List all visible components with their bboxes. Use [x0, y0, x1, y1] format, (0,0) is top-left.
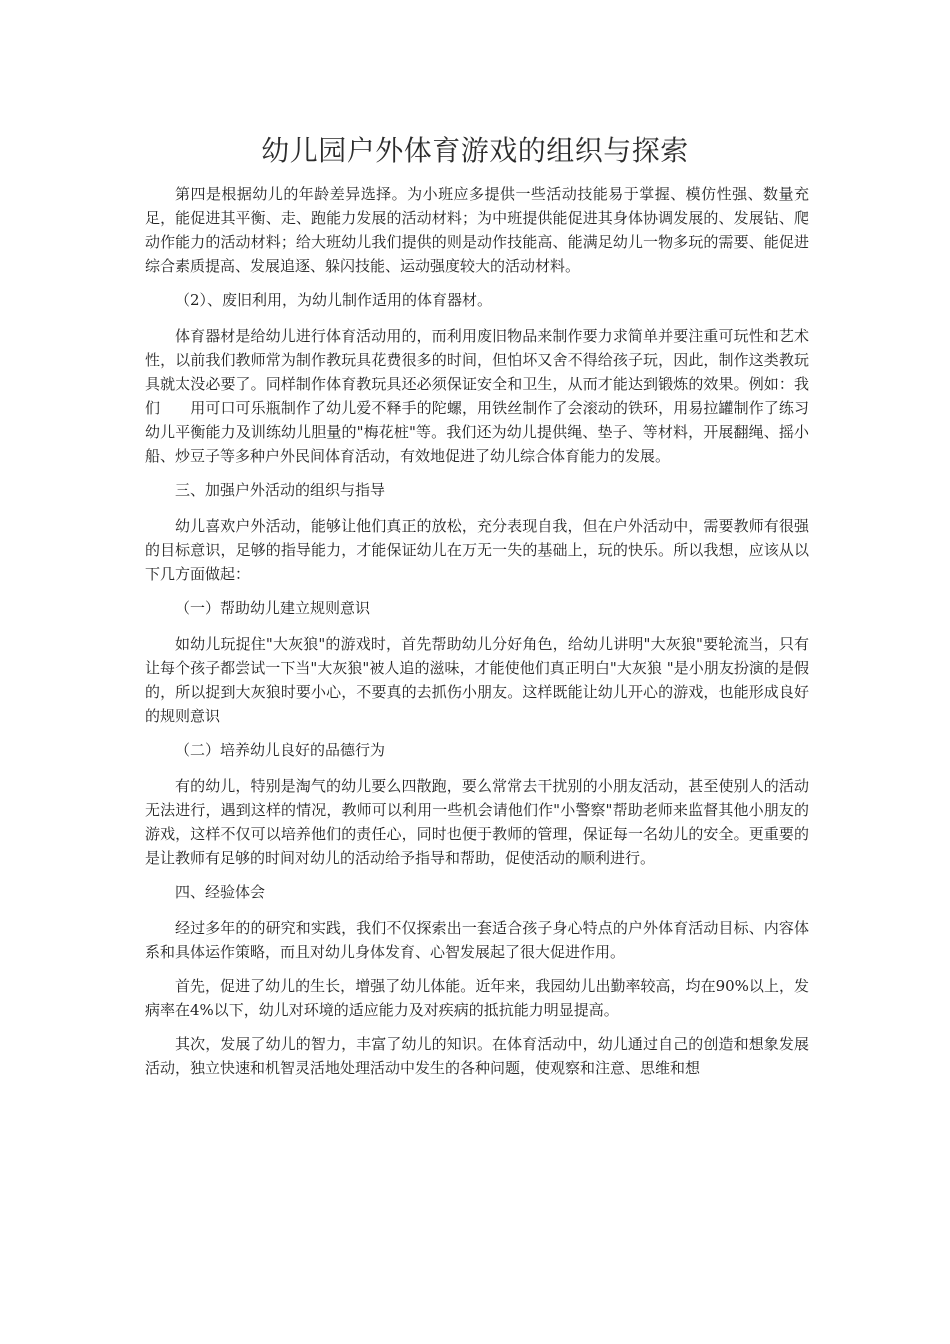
section-heading-character: （二）培养幼儿良好的品德行为	[175, 741, 386, 759]
paragraph-experience-summary: 经过多年的的研究和实践，我们不仅探索出一套适合孩子身心特点的户外体育活动目标、内容体系和具体运作策略，而且对幼儿身体发育、心智发展起了很大促进作用。	[145, 919, 809, 961]
paragraph-recycled-equipment: 体育器材是给幼儿进行体育活动用的，而利用废旧物品来制作要力求简单并要注重可玩性和艺术性，以前我们教师常为制作教玩具花费很多的时间，但怕坏又舍不得给孩子玩，因此，制作这类教玩具就太没必要了。同样制作体育教玩具还必须保证安全和卫生，从而才能达到锻炼的效果。例如：我们 用可口可乐瓶制作了幼儿爱不释手的陀螺，用铁丝制作了会滚动的铁环，用易拉罐制作了练习幼儿平衡能力及训练幼儿胆量的"梅花桩"等。我们还为幼儿提供绳、垫子、等材料，开展翻绳、摇小船、炒豆子等多种户外民间体育活动，有效地促进了幼儿综合体育能力的发展。	[145, 327, 809, 465]
paragraph-physical-growth: 首先，促进了幼儿的生长，增强了幼儿体能。近年来，我园幼儿出勤率较高，均在90%以上，发病率在4%以下，幼儿对环境的适应能力及对疾病的抵抗能力明显提高。	[145, 977, 809, 1019]
paragraph-outdoor-activity: 幼儿喜欢户外活动，能够让他们真正的放松，充分表现自我，但在户外活动中，需要教师有很强的目标意识，足够的指导能力，才能保证幼儿在万无一失的基础上，玩的快乐。所以我想，应该从以下几方面做起：	[145, 517, 809, 583]
section-heading-rules: （一）帮助幼儿建立规则意识	[175, 599, 371, 617]
paragraph-rules-example: 如幼儿玩捉住"大灰狼"的游戏时，首先帮助幼儿分好角色，给幼儿讲明"大灰狼"要轮流当，只有让每个孩子都尝试一下当"大灰狼"被人追的滋味，才能使他们真正明白"大灰狼 "是小朋友扮演的是假的，所以捉到大灰狼时要小心，不要真的去抓伤小朋友。这样既能让幼儿开心的游戏，也能形成良好的规则意识	[145, 635, 809, 725]
paragraph-intellectual-growth: 其次，发展了幼儿的智力，丰富了幼儿的知识。在体育活动中，幼儿通过自己的创造和想象发展活动，独立快速和机智灵活地处理活动中发生的各种问题，使观察和注意、思维和想	[145, 1035, 809, 1077]
section-heading-experience: 四、经验体会	[175, 883, 266, 901]
document-body	[145, 182, 809, 1090]
section-heading-recycling: （2）、废旧利用，为幼儿制作适用的体育器材。	[175, 291, 493, 309]
paragraph-character-example: 有的幼儿，特别是淘气的幼儿要么四散跑，要么常常去干扰别的小朋友活动，甚至使别人的活动无法进行，遇到这样的情况，教师可以利用一些机会请他们作"小警察"帮助老师来监督其他小朋友的游戏，这样不仅可以培养他们的责任心，同时也便于教师的管理，保证每一名幼儿的安全。更重要的是让教师有足够的时间对幼儿的活动给予指导和帮助，促使活动的顺利进行。	[145, 777, 809, 867]
section-heading-organization: 三、加强户外活动的组织与指导	[175, 481, 386, 499]
document-title: 幼儿园户外体育游戏的组织与探索	[261, 134, 689, 167]
paragraph-material-by-age: 第四是根据幼儿的年龄差异选择。为小班应多提供一些活动技能易于掌握、模仿性强、数量充足，能促进其平衡、走、跑能力发展的活动材料；为中班提供能促进其身体协调发展的、发展钻、爬动作能力的活动材料；给大班幼儿我们提供的则是动作技能高、能满足幼儿一物多玩的需要、能促进综合素质提高、发展追逐、躲闪技能、运动强度较大的活动材料。	[145, 185, 809, 275]
